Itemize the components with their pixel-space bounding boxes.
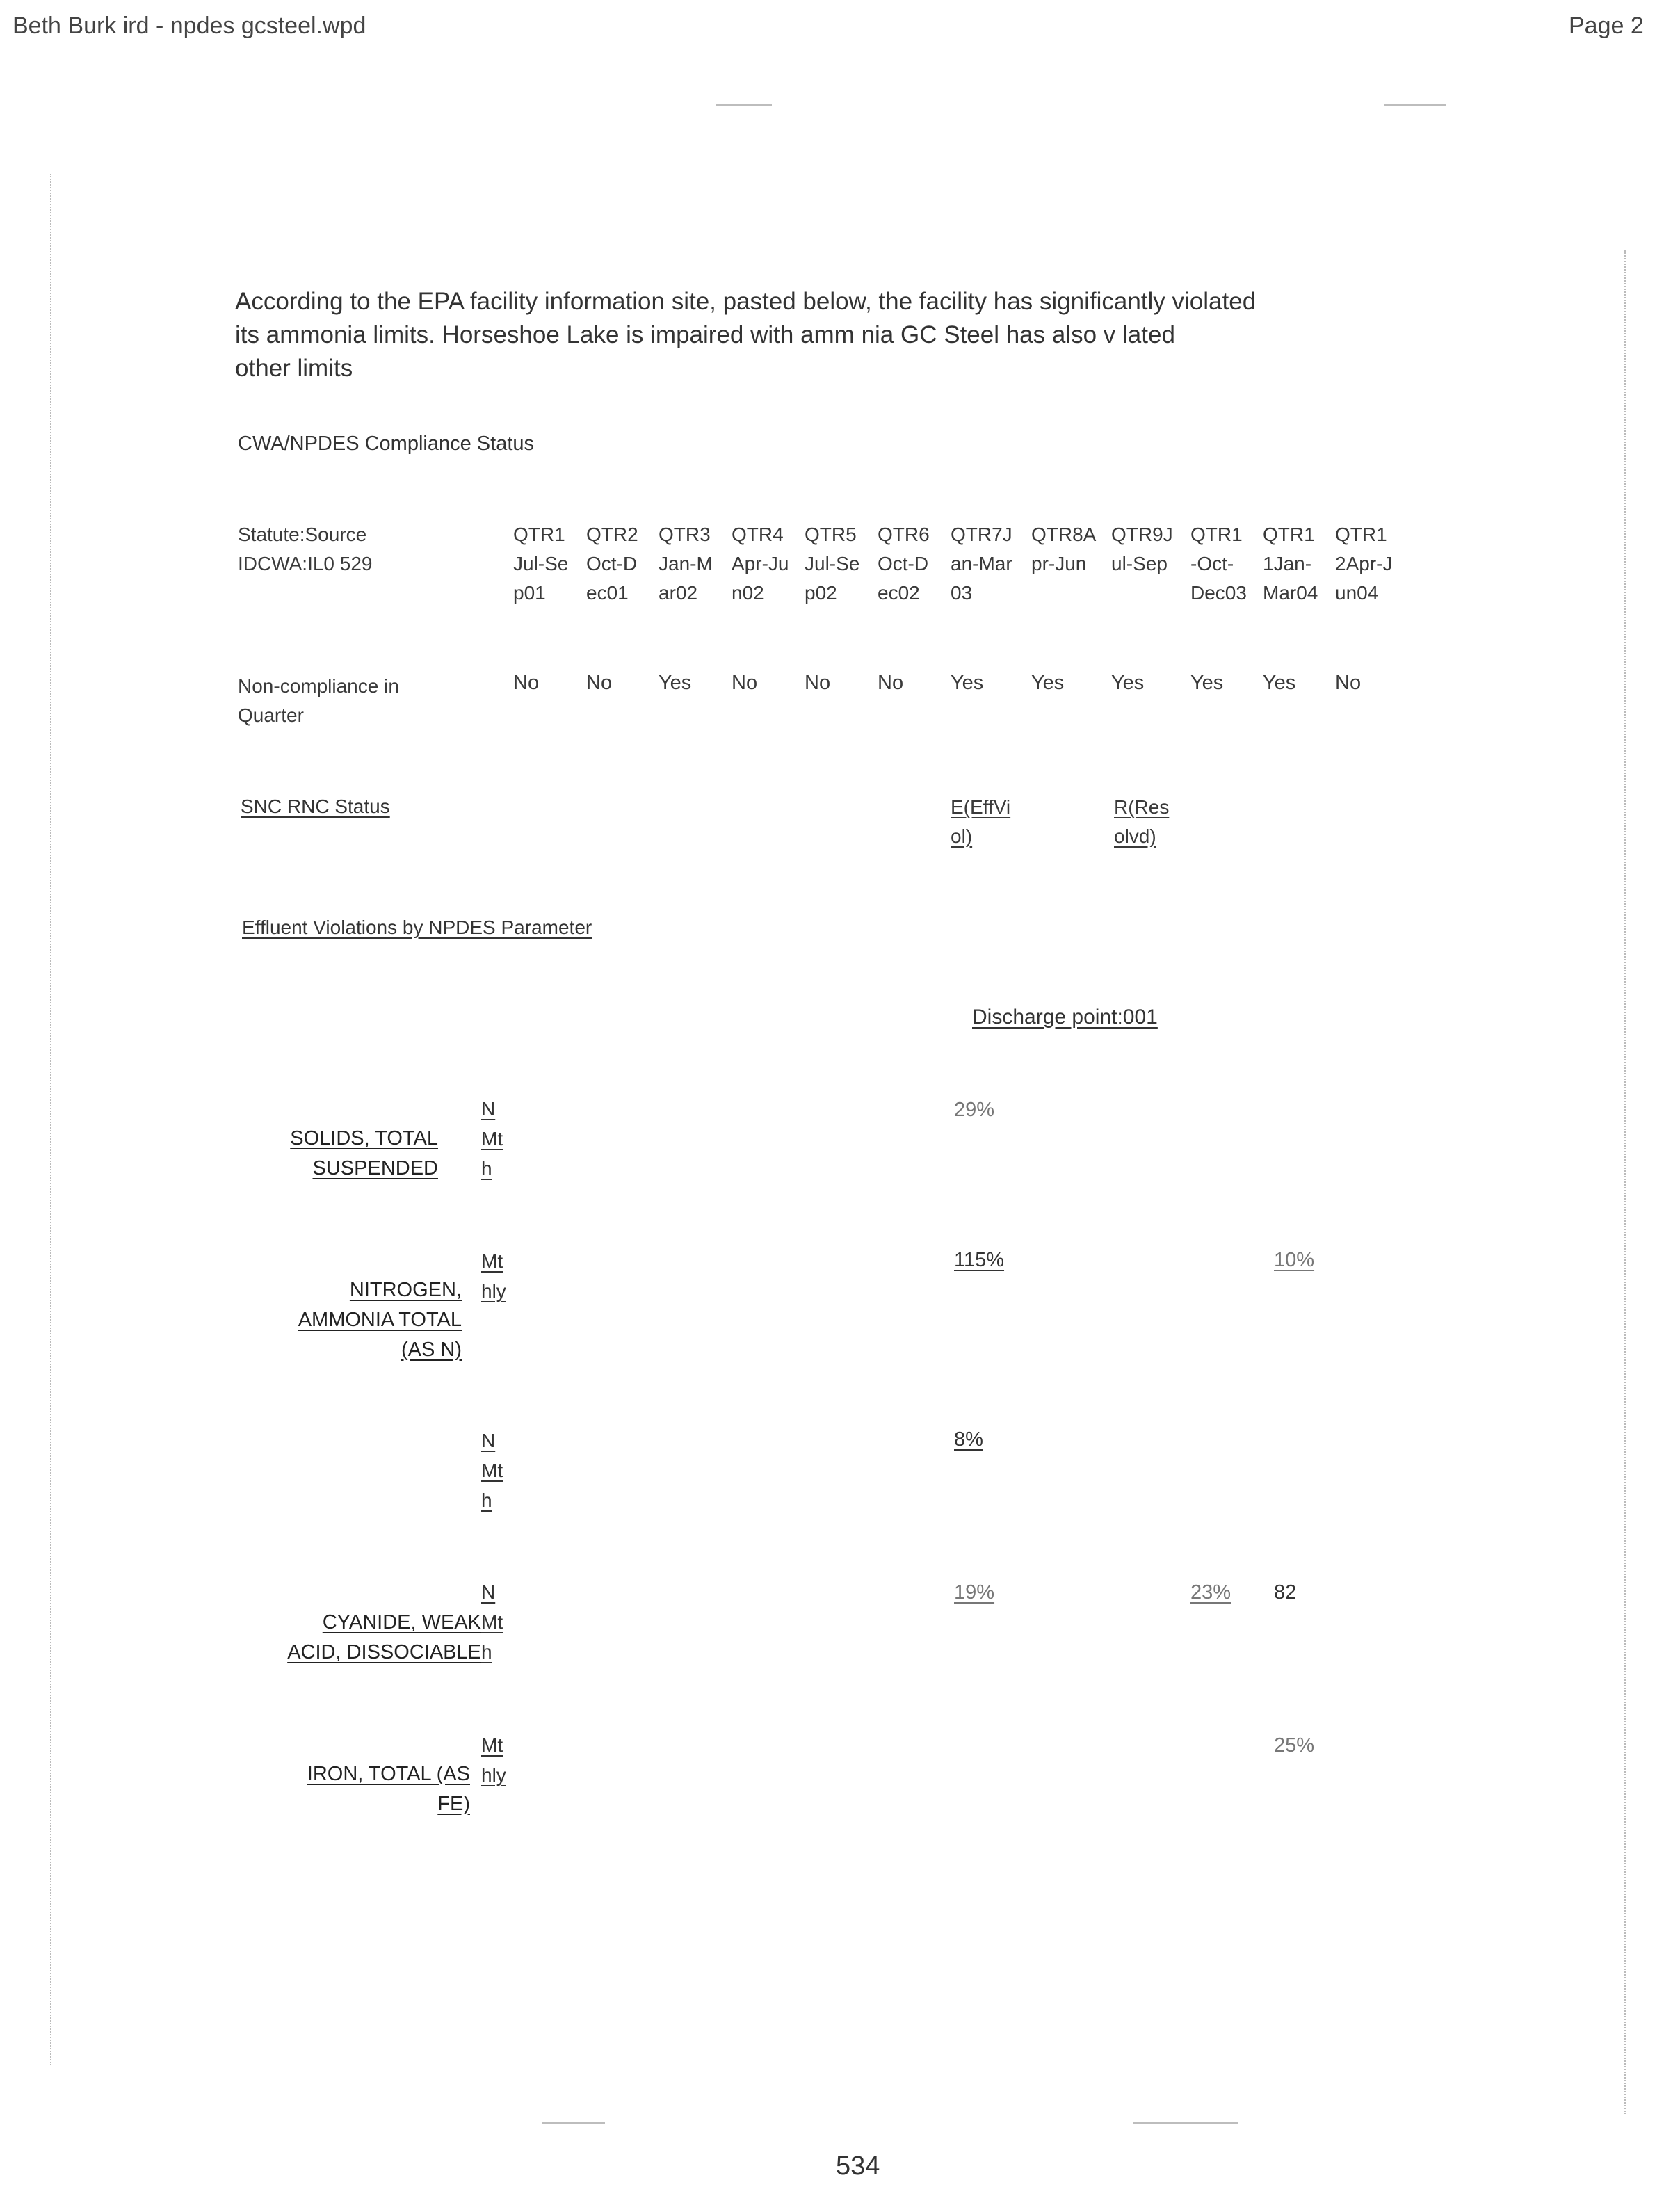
snc-effluent-violation: E(EffVi ol) — [951, 796, 1011, 847]
scan-rule-top — [716, 104, 772, 106]
value-nitrogen-nmth-qtr7: 8% — [954, 1428, 983, 1451]
value-cyanide-qtr10: 23% — [1190, 1581, 1231, 1604]
quarter-header-6: QTR6 Oct-D ec02 — [878, 524, 930, 604]
scan-rule-bottom — [542, 2122, 605, 2124]
parameter-cyanide-weak-acid: CYANIDE, WEAK ACID, DISSOCIABLE — [287, 1611, 481, 1663]
snc-rnc-status-label: SNC RNC Status — [241, 796, 390, 817]
unit-nitrogen-nmth: N Mt h — [481, 1430, 503, 1511]
unit-iron-monthly: Mt hly — [481, 1734, 506, 1786]
quarter-header-9: QTR9J ul-Sep — [1111, 524, 1173, 574]
unit-solids: N Mt h — [481, 1098, 503, 1179]
quarter-header-12: QTR1 2Apr-J un04 — [1335, 524, 1393, 604]
intro-line: its ammonia limits. Horseshoe Lake is impaired with amm nia GC Steel has also v lated — [235, 321, 1175, 348]
statute-line: Statute:Source — [238, 524, 367, 545]
noncompliance-value: No — [586, 672, 613, 694]
effluent-violations-title: Effluent Violations by NPDES Parameter — [242, 917, 592, 938]
quarter-header-2: QTR2 Oct-D ec01 — [586, 524, 638, 604]
noncompliance-value: No — [805, 672, 831, 694]
statute-source-label — [238, 520, 372, 579]
unit-nitrogen-monthly: Mt hly — [481, 1250, 506, 1302]
value-iron-qtr11: 25% — [1274, 1734, 1315, 1757]
noncompliance-value: Yes — [659, 672, 692, 694]
intro-paragraph — [235, 285, 1445, 385]
quarter-header-4: QTR4 Apr-Ju n02 — [732, 524, 789, 604]
snc-resolved: R(Res olvd) — [1114, 796, 1170, 847]
parameter-iron-total: IRON, TOTAL (AS FE) — [307, 1763, 470, 1815]
quarter-header-3: QTR3 Jan-M ar02 — [659, 524, 713, 604]
noncompliance-value: Yes — [951, 672, 984, 694]
quarter-header-1: QTR1 Jul-Se p01 — [513, 524, 569, 604]
parameter-solids-total-suspended: SOLIDS, TOTAL SUSPENDED — [290, 1127, 438, 1179]
scan-margin-left — [50, 174, 51, 2065]
noncompliance-label: Non-compliance in Quarter — [238, 675, 399, 726]
noncompliance-value: No — [1335, 672, 1362, 694]
value-cyanide-qtr11: 82 — [1274, 1581, 1297, 1604]
noncompliance-value: No — [878, 672, 904, 694]
value-solids-qtr7: 29% — [954, 1099, 995, 1121]
page-label: Page 2 — [1569, 13, 1644, 39]
value-nitrogen-qtr7: 115% — [954, 1249, 1005, 1271]
unit-cyanide: N Mt h — [481, 1581, 503, 1663]
value-nitrogen-qtr11: 10% — [1274, 1249, 1315, 1271]
noncompliance-value: Yes — [1263, 672, 1296, 694]
discharge-point-label: Discharge point:001 — [972, 1006, 1158, 1028]
document-header-title: Beth Burk ird - npdes gcsteel.wpd — [13, 13, 366, 39]
intro-line: other limits — [235, 355, 353, 382]
scan-rule-top-right — [1384, 104, 1446, 106]
noncompliance-value: Yes — [1031, 672, 1065, 694]
quarter-header-11: QTR1 1Jan- Mar04 — [1263, 524, 1318, 604]
noncompliance-value: No — [732, 672, 758, 694]
quarter-header-10: QTR1 -Oct- Dec03 — [1190, 524, 1247, 604]
value-cyanide-qtr7: 19% — [954, 1581, 995, 1604]
statute-id: IDCWA:IL0 529 — [238, 553, 373, 574]
scan-margin-right — [1624, 250, 1626, 2114]
scan-rule-bottom-right — [1133, 2122, 1238, 2124]
quarter-header-8: QTR8A pr-Jun — [1031, 524, 1097, 574]
compliance-status-title: CWA/NPDES Compliance Status — [238, 433, 535, 455]
noncompliance-value: No — [513, 672, 540, 694]
noncompliance-value: Yes — [1111, 672, 1145, 694]
page-number: 534 — [836, 2152, 880, 2181]
noncompliance-value: Yes — [1190, 672, 1224, 694]
intro-line: According to the EPA facility information site, pasted below, the facility has significantly violated — [235, 288, 1257, 315]
quarter-header-7: QTR7J an-Mar 03 — [951, 524, 1012, 604]
quarter-header-5: QTR5 Jul-Se p02 — [805, 524, 860, 604]
parameter-nitrogen-ammonia-total: NITROGEN, AMMONIA TOTAL (AS N) — [298, 1279, 462, 1361]
